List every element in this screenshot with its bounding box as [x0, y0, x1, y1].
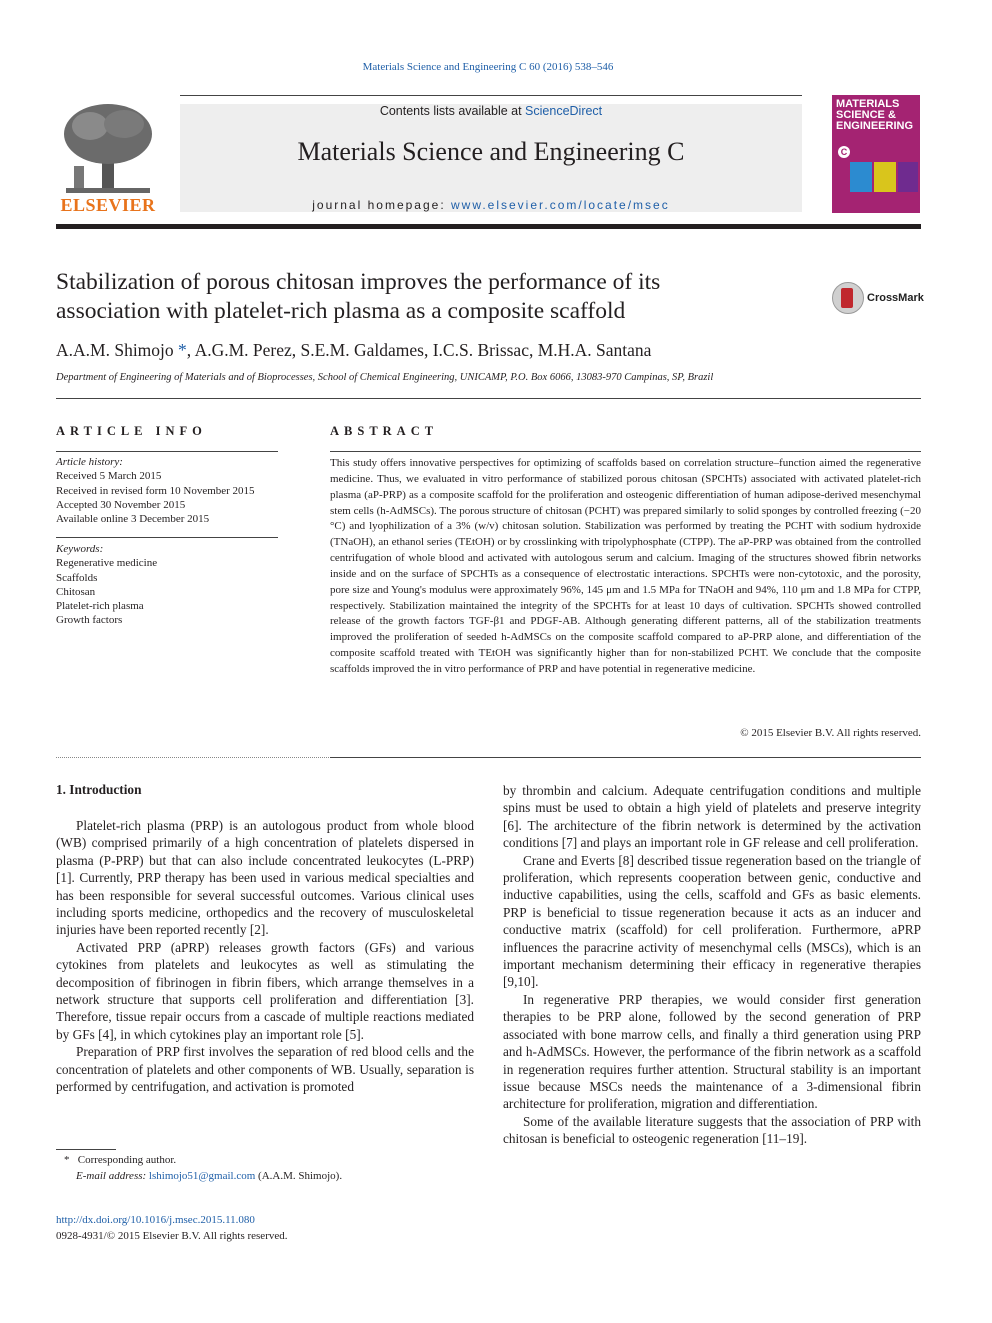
journal-homepage-line: journal homepage: www.elsevier.com/locate/msec [312, 198, 670, 212]
email-link[interactable]: lshimojo51@gmail.com [148, 1169, 256, 1182]
body-column-left [56, 817, 474, 1096]
history-item: Accepted 30 November 2015 [56, 498, 186, 511]
title-divider [56, 398, 921, 399]
body-paragraph: Crane and Everts [8] described tissue regeneration based on the triangle of proliferation, which represents cooperation between genic, conductive and inductive capabilities, using the cells, scaffold and GFs as basic elements. PRP is beneficial to tissue regeneration because it acts as an inducer and conductive matrix (scaffold) for cell proliferation. Furthermore, aPRP influences the paracrine activity of mesenchymal cells (MSCs), which is an important mechanism determining their efficacy in regenerative therapies [9,10]. [503, 852, 921, 990]
footnote-email [56, 1169, 474, 1185]
email-owner: (A.A.M. Shimojo). [255, 1169, 343, 1182]
footnote-rule [56, 1149, 116, 1150]
body-paragraph: by thrombin and calcium. Adequate centrifugation conditions and multiple spins must be used to obtain a high yield of platelets and preserve integrity [6]. The architecture of the fibrin network is determined by the activation conditions [7] and plays an important role in GF release and cell proliferation. [503, 783, 921, 851]
history-label: Article history: [56, 456, 123, 468]
doi-block [56, 1213, 288, 1244]
article-history [56, 455, 278, 526]
co-authors: , A.G.M. Perez, S.E.M. Galdames, I.C.S. Brissac, M.H.A. Santana [186, 340, 652, 360]
affiliation: Department of Engineering of Materials and of Bioprocesses, School of Chemical Engineering, UNICAMP, P.O. Box 6066, 13083-970 Campinas, SP, Brazil [56, 372, 714, 383]
keywords-rule [56, 537, 278, 538]
abstract-text: This study offers innovative perspectives for optimizing of scaffolds based on correlation structure–function aimed the regenerative medicine. Thus, we evaluated in vitro performance of stabilized porous chitosan (SPCHTs) associated with activated platelet-rich plasma (aP-PRP) as a composite scaffold for the proliferation and osteogenic differentiation of human adipose-derived mesenchymal stem cells (h-AdMSCs). The porous structure of chitosan (PCHT) was prepared similarly to solid sponges by controlled freezing (−20 °C) and lyophilization of a 3% (w/v) chitosan solution. Stabilization was performed by treating the PCHT with sodium hydroxide (TNaOH), an ethanol series (TEtOH) or by crosslinking with tripolyphosphate (CTPP). The aP-PRP was obtained from the controlled centrifugation of whole blood and activated with autologous serum and calcium. Imaging of the structures showed fibrin networks inside and on the surface of SPCHTs as a consequence of electrostatic interactions. SPCHTs were non-cytotoxic, and the porosity, pore size and Young's modulus were approximately 96%, 145 μm and 1.5 MPa for TNaOH and 94%, 110 μm and 1.8 MPa for CTPP, respectively. Stabilization maintained the integrity of the SPCHTs for at least 10 days of cultivation. SPCHTs showed controlled release of the growth factors TGF-β1 and PDGF-AB. Although generating different patterns, all of the stabilization treatments improved the proliferation of seeded h-AdMSCs on the composite scaffold compared to aP-PRP alone, and differentiation of the composite scaffold treated with TEtOH was significantly higher than for non-stabilized PCHT. We conclude that the composite scaffolds improved the in vitro performance of PRP and have potential in regenerative medicine. [330, 457, 921, 675]
article-info-heading: ARTICLE INFO [56, 424, 207, 438]
keyword: Regenerative medicine [56, 557, 158, 570]
keywords-block [56, 542, 278, 628]
article-title-line: association with platelet-rich plasma as a composite scaffold [56, 298, 626, 324]
keyword: Platelet-rich plasma [56, 600, 144, 613]
footnote-corresponding: * Corresponding author. [64, 1154, 177, 1166]
body-paragraph: Activated PRP (aPRP) releases growth factors (GFs) and various cytokines from platelets and leukocytes as well as stimulating the decomposition of fibrinogen in fibrin fibers, which arrange themselves in a network structure that supports cell proliferation and differentiation [3]. Therefore, tissue repair occurs from a cascade of multiple reactions mediated by GFs [4], in which cytokines play an important role [5]. [56, 939, 474, 1042]
journal-homepage-link[interactable]: www.elsevier.com/locate/msec [451, 198, 670, 212]
abstract-rule [330, 451, 921, 452]
corresponding-author: A.A.M. Shimojo [56, 340, 174, 360]
banner-top-rule [180, 95, 802, 96]
contents-line: Contents lists available at ScienceDirect [379, 104, 603, 118]
body-paragraph: Preparation of PRP first involves the separation of red blood cells and the concentration of platelets and other components of WB. Usually, separation is performed by centrifugation, and activation is promoted [56, 1044, 474, 1095]
section-dotted-rule [56, 757, 331, 758]
abstract-heading: ABSTRACT [330, 424, 439, 438]
cover-image-blue [850, 162, 872, 192]
crossmark-label[interactable]: CrossMark [867, 292, 924, 304]
article-title [56, 268, 796, 326]
journal-citation[interactable]: Materials Science and Engineering C 60 (2016) 538–546 [362, 61, 614, 73]
corresponding-author-star[interactable]: * [173, 340, 187, 360]
tree-icon [56, 100, 160, 196]
cover-image-purple [898, 162, 918, 192]
elsevier-wordmark: ELSEVIER [60, 195, 156, 215]
header-divider [56, 224, 921, 229]
sciencedirect-link[interactable]: ScienceDirect [525, 104, 603, 118]
footnote [56, 1153, 474, 1184]
history-item: Available online 3 December 2015 [56, 513, 210, 526]
abstract-bottom-rule [330, 757, 921, 758]
cover-letter-badge: C [838, 146, 850, 158]
body-column-right [503, 782, 921, 1148]
abstract-copyright: © 2015 Elsevier B.V. All rights reserved. [740, 727, 921, 739]
journal-title: Materials Science and Engineering C [297, 137, 685, 166]
cover-image-yellow [874, 162, 896, 192]
section-heading-introduction: 1. Introduction [56, 782, 142, 797]
keyword: Chitosan [56, 585, 96, 598]
body-paragraph: Some of the available literature suggests that the association of PRP with chitosan is beneficial to osteogenic regeneration [11–19]. [503, 1113, 921, 1147]
body-paragraph: Platelet-rich plasma (PRP) is an autologous product from whole blood (WB) comprised primarily of a high concentration of platelets dispersed in plasma (P-PRP) but that can also include concentrated leukocytes (L-PRP) [1]. Currently, PRP therapy has been used in various medical specialties and has been responsible for several successful outcomes. Various clinical uses including sports medicine, orthopedics and the recovery of musculoskeletal injuries have been reported recently [2]. [56, 818, 474, 938]
body-paragraph: In regenerative PRP therapies, we would consider first generation therapies to be PRP alone, followed by the second generation of PRP associated with bone marrow cells, and finally a third generation using PRP and h-AdMSCs. However, the performance of the fibrin network as a scaffold in regeneration requires further attention. Structural stability is an important issue because MSCs needs the maintenance of a 3-dimensional fibrin architecture for proliferation, migration and differentiation. [503, 991, 921, 1112]
keyword: Scaffolds [56, 571, 98, 584]
footnote-corresponding-text: Corresponding author. [77, 1154, 177, 1166]
article-info-rule [56, 451, 278, 452]
issn-line: 0928-4931/© 2015 Elsevier B.V. All rights reserved. [56, 1229, 288, 1242]
article-title-line: Stabilization of porous chitosan improves the performance of its [56, 269, 661, 295]
doi-link[interactable]: http://dx.doi.org/10.1016/j.msec.2015.11.080 [56, 1214, 255, 1226]
cover-title: MATERIALS SCIENCE & ENGINEERING [836, 98, 914, 132]
keywords-label: Keywords: [56, 543, 104, 555]
history-item: Received 5 March 2015 [56, 470, 162, 483]
crossmark-bookmark-icon [841, 288, 853, 308]
email-label: E-mail address: [76, 1169, 149, 1182]
author-list [56, 340, 921, 361]
keyword: Growth factors [56, 614, 123, 627]
history-item: Received in revised form 10 November 2015 [56, 484, 255, 497]
